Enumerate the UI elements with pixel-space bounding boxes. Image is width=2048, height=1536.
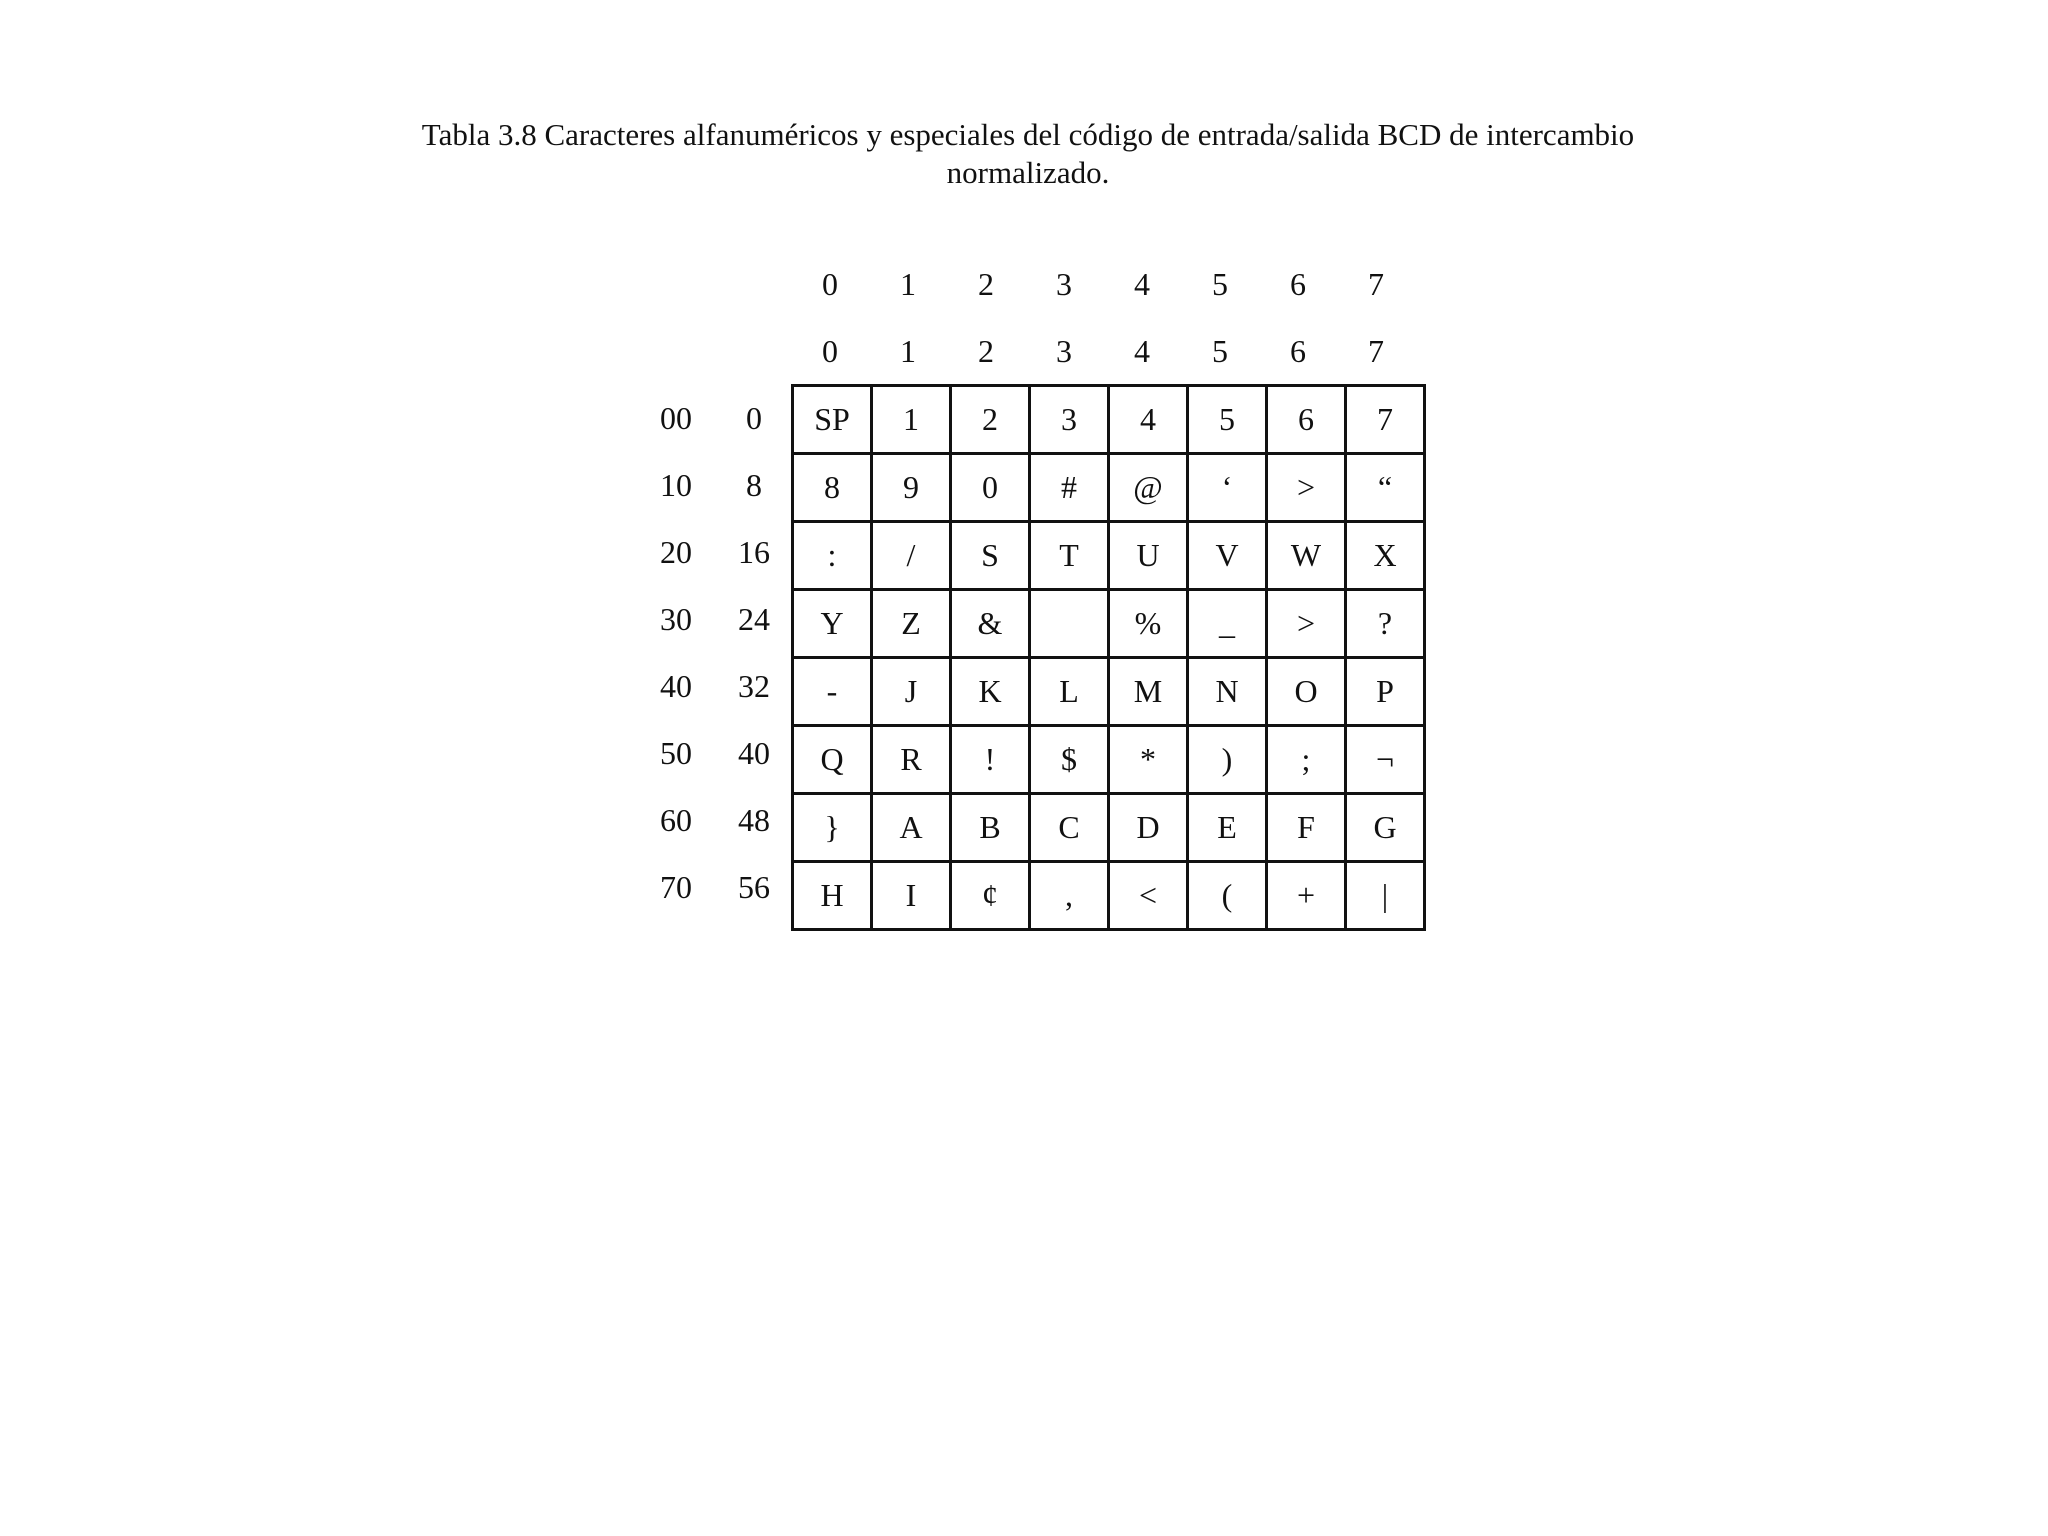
row-label-decimal: 16: [738, 534, 770, 570]
column-header: 6: [1290, 333, 1306, 369]
row-label-octal: 40: [660, 668, 692, 704]
table-row: [793, 454, 1425, 522]
table-cell: }: [793, 794, 872, 862]
table-cell: K: [951, 658, 1030, 726]
row-label-decimal: 56: [738, 869, 770, 905]
table-cell: ): [1188, 726, 1267, 794]
table-cell: O: [1267, 658, 1346, 726]
table-cell: Y: [793, 590, 872, 658]
column-header: 4: [1134, 266, 1150, 302]
column-header: 5: [1212, 333, 1228, 369]
row-label-decimal: 0: [746, 400, 762, 436]
table-row: [793, 522, 1425, 590]
table-cell: M: [1109, 658, 1188, 726]
table-cell: ?: [1346, 590, 1425, 658]
table-cell: *: [1109, 726, 1188, 794]
table-cell: “: [1346, 454, 1425, 522]
table-cell: <: [1109, 862, 1188, 930]
table-cell: X: [1346, 522, 1425, 590]
table-cell: ;: [1267, 726, 1346, 794]
table-cell: G: [1346, 794, 1425, 862]
column-header: 0: [822, 266, 838, 302]
table-row: [793, 862, 1425, 930]
row-label-decimal: 24: [738, 601, 770, 637]
table-caption: [318, 116, 1738, 192]
table-cell: &: [951, 590, 1030, 658]
row-label-decimal: 8: [746, 467, 762, 503]
caption-line-1: Tabla 3.8 Caracteres alfanuméricos y especiales del código de entrada/salida BCD de intercambio: [421, 117, 1635, 152]
column-header: 1: [900, 333, 916, 369]
table-cell: 9: [872, 454, 951, 522]
column-header: 6: [1290, 266, 1306, 302]
table-cell: |: [1346, 862, 1425, 930]
table-cell: #: [1030, 454, 1109, 522]
table-cell: ‘: [1188, 454, 1267, 522]
table-cell: !: [951, 726, 1030, 794]
table-cell: U: [1109, 522, 1188, 590]
table-cell: $: [1030, 726, 1109, 794]
row-label-octal: 00: [660, 400, 692, 436]
table-cell: %: [1109, 590, 1188, 658]
table-cell: A: [872, 794, 951, 862]
table-cell: E: [1188, 794, 1267, 862]
row-label-decimal: 32: [738, 668, 770, 704]
table-cell: SP: [793, 386, 872, 454]
table-cell: @: [1109, 454, 1188, 522]
row-label-octal: 60: [660, 802, 692, 838]
table-cell: 1: [872, 386, 951, 454]
table-cell: (: [1188, 862, 1267, 930]
table-cell: N: [1188, 658, 1267, 726]
table-cell: I: [872, 862, 951, 930]
column-header: 5: [1212, 266, 1228, 302]
column-header: 0: [822, 333, 838, 369]
column-header: 2: [978, 333, 994, 369]
table-cell: >: [1267, 590, 1346, 658]
table-cell: T: [1030, 522, 1109, 590]
row-label-octal: 20: [660, 534, 692, 570]
table-cell: B: [951, 794, 1030, 862]
caption-line-2: normalizado.: [946, 155, 1110, 190]
table-cell: ¢: [951, 862, 1030, 930]
table-cell: _: [1188, 590, 1267, 658]
table-cell: J: [872, 658, 951, 726]
table-cell: C: [1030, 794, 1109, 862]
column-header: 4: [1134, 333, 1150, 369]
table-cell: 7: [1346, 386, 1425, 454]
table-row: [793, 794, 1425, 862]
table-cell: 5: [1188, 386, 1267, 454]
row-label-octal: 30: [660, 601, 692, 637]
column-header: 7: [1368, 333, 1384, 369]
row-label-octal: 50: [660, 735, 692, 771]
column-header: 2: [978, 266, 994, 302]
table-cell: H: [793, 862, 872, 930]
table-row: [793, 658, 1425, 726]
row-label-decimal: 48: [738, 802, 770, 838]
table-cell: 3: [1030, 386, 1109, 454]
table-cell: 4: [1109, 386, 1188, 454]
table-cell: /: [872, 522, 951, 590]
table-cell: ¬: [1346, 726, 1425, 794]
table-cell: 6: [1267, 386, 1346, 454]
table-cell: -: [793, 658, 872, 726]
row-label-octal: 70: [660, 869, 692, 905]
table-cell: L: [1030, 658, 1109, 726]
table-cell: >: [1267, 454, 1346, 522]
table-cell: 8: [793, 454, 872, 522]
table-cell: P: [1346, 658, 1425, 726]
table-cell: +: [1267, 862, 1346, 930]
column-header: 7: [1368, 266, 1384, 302]
table-cell: F: [1267, 794, 1346, 862]
column-header: 3: [1056, 266, 1072, 302]
table-cell: ,: [1030, 862, 1109, 930]
table-cell: [1030, 590, 1109, 658]
table-cell: R: [872, 726, 951, 794]
row-label-decimal: 40: [738, 735, 770, 771]
row-label-octal: 10: [660, 467, 692, 503]
table-cell: :: [793, 522, 872, 590]
table-cell: S: [951, 522, 1030, 590]
table-cell: W: [1267, 522, 1346, 590]
table-cell: V: [1188, 522, 1267, 590]
table-cell: Q: [793, 726, 872, 794]
table-cell: Z: [872, 590, 951, 658]
bcd-character-table: [791, 384, 1426, 931]
table-cell: 2: [951, 386, 1030, 454]
table-cell: D: [1109, 794, 1188, 862]
column-header: 3: [1056, 333, 1072, 369]
table-row: [793, 386, 1425, 454]
table-cell: 0: [951, 454, 1030, 522]
column-header: 1: [900, 266, 916, 302]
table-row: [793, 590, 1425, 658]
table-row: [793, 726, 1425, 794]
